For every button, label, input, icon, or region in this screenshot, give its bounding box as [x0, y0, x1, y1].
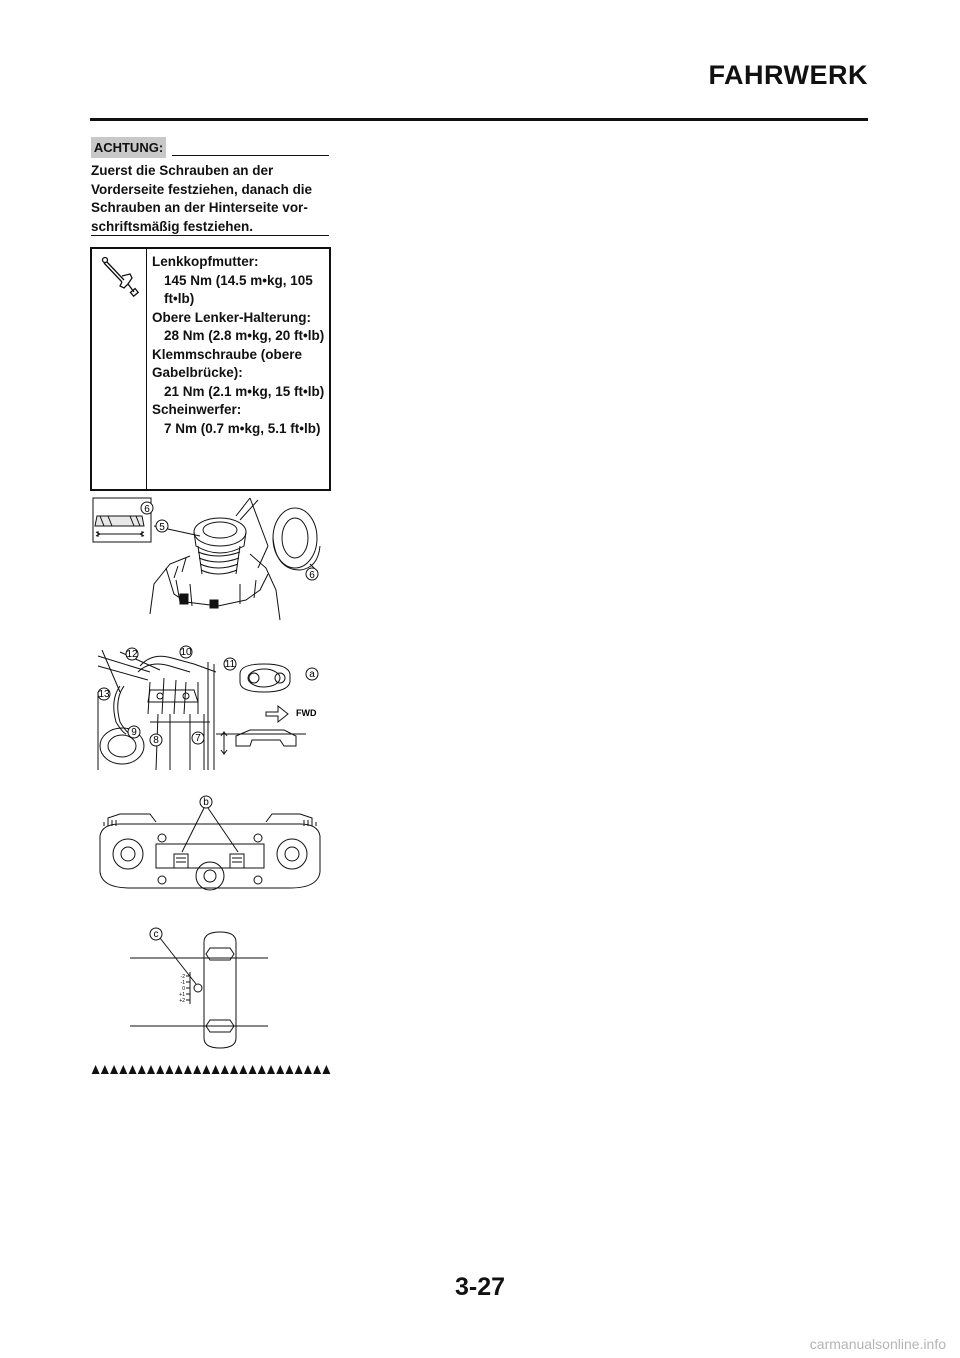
section-title: FAHRWERK [708, 60, 868, 90]
torque-spec-list [152, 253, 330, 438]
torque-wrench-icon [98, 254, 140, 298]
section-end-marks [91, 1063, 331, 1075]
end-mark-triangle [249, 1065, 257, 1074]
end-mark-triangle [239, 1065, 247, 1074]
end-mark-triangle [322, 1065, 330, 1074]
end-mark-triangle [304, 1065, 312, 1074]
bearing-figure [90, 494, 335, 629]
end-mark-triangle [230, 1065, 238, 1074]
callout-handlebar-3: 11 [224, 659, 236, 670]
end-mark-triangle [295, 1065, 303, 1074]
clamp-scale-mark-2: -1 [180, 980, 185, 986]
clamp-scale-mark-4: +1 [179, 992, 185, 998]
end-mark-triangle [110, 1065, 118, 1074]
end-mark-triangle [202, 1065, 210, 1074]
end-mark-triangle [129, 1065, 137, 1074]
end-mark-triangle [92, 1065, 100, 1074]
callout-handlebar-4: a [309, 669, 315, 680]
end-mark-triangle [138, 1065, 146, 1074]
caution-rule [172, 155, 329, 156]
end-mark-triangle [212, 1065, 220, 1074]
end-mark-triangle [119, 1065, 127, 1074]
callout-handlebar-1: 12 [126, 649, 138, 660]
clamp-scale-mark-5: +2 [179, 998, 185, 1004]
callout-crown-1: b [203, 797, 209, 808]
watermark: carmanualsonline.info [809, 1336, 946, 1352]
end-mark-triangle [193, 1065, 201, 1074]
torque-value-clamp-bolt: 21 Nm (2.1 m•kg, 15 ft•lb) [164, 383, 325, 399]
torque-value-headlight: 7 Nm (0.7 m•kg, 5.1 ft•lb) [164, 420, 321, 436]
callout-handlebar-7: 8 [153, 735, 159, 746]
callout-bearing-2: 5 [159, 522, 165, 533]
clamp-figure [90, 922, 335, 1052]
end-mark-triangle [175, 1065, 183, 1074]
callout-handlebar-8: 7 [195, 733, 201, 744]
end-mark-triangle [258, 1065, 266, 1074]
upper-bracket-figure [90, 792, 335, 902]
end-mark-triangle [313, 1065, 321, 1074]
callout-bearing-1: 6 [144, 504, 150, 515]
torque-label-clamp-bolt: Klemmschraube (obere Gabelbrücke): [152, 346, 303, 380]
end-mark-triangle [101, 1065, 109, 1074]
callout-handlebar-6: 9 [131, 727, 137, 738]
callout-handlebar-2: 10 [180, 647, 192, 658]
end-mark-triangle [156, 1065, 164, 1074]
caution-tag: ACHTUNG: [91, 137, 166, 158]
torque-label-headlight: Scheinwerfer: [152, 402, 242, 417]
page-number: 3-27 [454, 1273, 506, 1301]
handlebar-figure [90, 642, 335, 772]
torque-label-handlebar-holder: Obere Lenker-Halterung: [152, 309, 312, 325]
end-mark-triangle [147, 1065, 155, 1074]
end-mark-triangle [165, 1065, 173, 1074]
caution-text: Zuerst die Schrauben an der Vorderseite festziehen, danach die Schrauben an der Hinterseite vor-schriftsmäßig festziehen. [91, 163, 313, 234]
end-mark-triangle [285, 1065, 293, 1074]
callout-clamp-1: c [153, 929, 159, 940]
end-mark-triangle [276, 1065, 284, 1074]
fwd-label: FWD [296, 708, 317, 718]
end-mark-triangle [221, 1065, 229, 1074]
callout-bearing-3: 6 [309, 570, 315, 581]
end-mark-triangle [184, 1065, 192, 1074]
callout-handlebar-5: 13 [98, 689, 110, 700]
torque-value-steering-nut: 145 Nm (14.5 m•kg, 105 ft•lb) [164, 272, 313, 306]
header-rule [90, 118, 868, 121]
end-mark-triangle [267, 1065, 275, 1074]
torque-value-handlebar-holder: 28 Nm (2.8 m•kg, 20 ft•lb) [164, 328, 325, 343]
caution-bottom-rule [91, 235, 329, 236]
clamp-scale-mark-3: 0 [182, 986, 185, 992]
torque-box-divider [146, 249, 147, 489]
clamp-scale-mark-1: -2 [180, 974, 185, 980]
torque-label-steering-nut: Lenkkopfmutter: [152, 254, 259, 269]
